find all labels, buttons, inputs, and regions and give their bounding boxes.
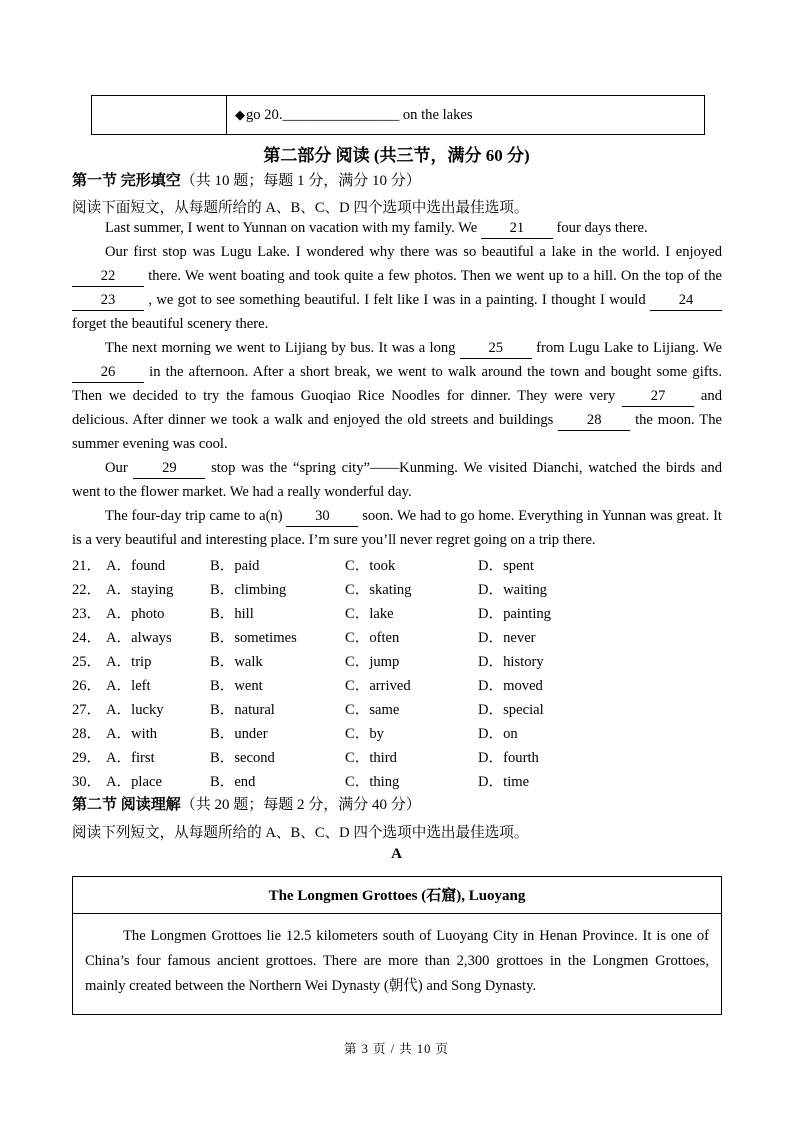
- reading-section-score: （共 20 题；每题 2 分，满分 40 分）: [180, 797, 421, 813]
- question-row-23: [72, 600, 732, 624]
- option-a-q26: A．left: [106, 677, 151, 694]
- option-c-q22: C．skating: [345, 581, 412, 598]
- option-d-q29: D．fourth: [478, 749, 539, 766]
- option-b-q23: B．hill: [210, 605, 254, 622]
- option-b-q30: B．end: [210, 773, 256, 790]
- option-b-q21: B．paid: [210, 557, 260, 574]
- option-d-q24: D．never: [478, 629, 536, 646]
- question-number: 24．: [72, 629, 102, 646]
- reading-section-title: 第二节 阅读理解: [72, 797, 181, 813]
- question-number: 29．: [72, 749, 102, 766]
- cloze-section-title: 第一节 完形填空: [72, 173, 181, 189]
- option-c-q25: C．jump: [345, 653, 400, 670]
- cloze-blank-22: 22: [72, 267, 144, 287]
- cloze-instructions: 阅读下面短文，从每题所给的 A、B、C、D 四个选项中选出最佳选项。: [72, 200, 529, 216]
- passage-label-a: A: [391, 846, 402, 862]
- question-number: 27．: [72, 701, 102, 718]
- option-d-q21: D．spent: [478, 557, 534, 574]
- cloze-blank-30: 30: [286, 507, 358, 527]
- passage-paragraph: The four-day trip came to a(n) 30 soon. We had to go home. Everything in Yunnan was great. It is a very beautiful and interesting place. I’m sure you’ll never regret going on a trip there.: [72, 508, 722, 548]
- question-number: 28．: [72, 725, 102, 742]
- passage-paragraph: Our first stop was Lugu Lake. I wondered why there was so beautiful a lake in the world. I enjoyed 22 there. We went boating and took quite a few photos. Then we went up to a hill. On the top of the 23 , we got to see something beautiful. I felt like I was in a painting. I thought I would 24 forget the beautiful scenery there.: [72, 244, 722, 332]
- cloze-section-heading: [72, 169, 421, 190]
- option-d-q27: D．special: [478, 701, 544, 718]
- question-row-21: [72, 552, 732, 576]
- part2-heading: 第二部分 阅读 (共三节，满分 60 分): [263, 146, 530, 165]
- question-number: 26．: [72, 677, 102, 694]
- option-d-q28: D．on: [478, 725, 518, 742]
- option-b-q27: B．natural: [210, 701, 275, 718]
- question-row-30: [72, 768, 732, 792]
- option-c-q29: C．third: [345, 749, 397, 766]
- option-c-q30: C．thing: [345, 773, 400, 790]
- cloze-blank-21: 21: [481, 219, 553, 239]
- notes-table-text: go 20.________________ on the lakes: [246, 106, 473, 123]
- option-a-q30: A．place: [106, 773, 162, 790]
- notes-table-cell-empty: [92, 96, 227, 134]
- option-a-q28: A．with: [106, 725, 158, 742]
- option-a-q21: A．found: [106, 557, 166, 574]
- option-a-q25: A．trip: [106, 653, 152, 670]
- option-b-q22: B．climbing: [210, 581, 287, 598]
- cloze-section-score: （共 10 题；每题 1 分，满分 10 分）: [180, 173, 421, 189]
- question-row-24: [72, 624, 732, 648]
- option-c-q26: C．arrived: [345, 677, 411, 694]
- question-row-29: [72, 744, 732, 768]
- option-d-q26: D．moved: [478, 677, 543, 694]
- cloze-blank-23: 23: [72, 291, 144, 311]
- option-d-q23: D．painting: [478, 605, 551, 622]
- passage-paragraph: The next morning we went to Lijiang by bus. It was a long 25 from Lugu Lake to Lijiang. We 26 in the afternoon. After a short break, we went to walk around the town and bought some gifts. Then we decided to try the famous Guoqiao Rice Noodles for dinner. They were very 27 and delicious. After dinner we took a walk and enjoyed the old streets and buildings 28 the moon. The summer evening was cool.: [72, 340, 722, 452]
- option-a-q27: A．lucky: [106, 701, 164, 718]
- notes-table: [91, 95, 705, 135]
- diamond-bullet-icon: ◆: [235, 107, 245, 123]
- cloze-blank-26: 26: [72, 363, 144, 383]
- cloze-blank-24: 24: [650, 291, 722, 311]
- option-a-q29: A．first: [106, 749, 155, 766]
- option-b-q29: B．second: [210, 749, 275, 766]
- option-b-q26: B．went: [210, 677, 263, 694]
- reading-box: [72, 876, 722, 1015]
- question-number: 22．: [72, 581, 102, 598]
- question-number: 23．: [72, 605, 102, 622]
- question-row-27: [72, 696, 732, 720]
- option-d-q30: D．time: [478, 773, 530, 790]
- question-row-26: [72, 672, 732, 696]
- question-row-28: [72, 720, 732, 744]
- cloze-passage: [72, 216, 722, 552]
- passage-paragraph: Our 29 stop was the “spring city”——Kunming. We visited Dianchi, watched the birds and went to the flower market. We had a really wonderful day.: [72, 460, 722, 500]
- question-number: 25．: [72, 653, 102, 670]
- notes-table-cell-content: [227, 96, 704, 134]
- option-a-q22: A．staying: [106, 581, 174, 598]
- page-footer: 第 3 页 / 共 10 页: [344, 1042, 449, 1056]
- option-c-q24: C．often: [345, 629, 400, 646]
- cloze-blank-29: 29: [133, 459, 205, 479]
- option-b-q24: B．sometimes: [210, 629, 297, 646]
- option-d-q22: D．waiting: [478, 581, 547, 598]
- reading-box-body: The Longmen Grottoes lie 12.5 kilometers south of Luoyang City in Henan Province. It is one of China’s four famous ancient grottoes. There are more than 2,300 grottoes in the Longmen Grottoes, mainly created between the Northern Wei Dynasty (朝代) and Song Dynasty.: [85, 928, 709, 994]
- cloze-questions: [72, 552, 732, 792]
- option-c-q23: C．lake: [345, 605, 394, 622]
- cloze-blank-25: 25: [460, 339, 532, 359]
- question-number: 30．: [72, 773, 102, 790]
- passage-paragraph: Last summer, I went to Yunnan on vacation with my family. We 21 four days there.: [72, 216, 722, 240]
- option-c-q28: C．by: [345, 725, 384, 742]
- option-a-q24: A．always: [106, 629, 172, 646]
- reading-box-title: The Longmen Grottoes (石窟), Luoyang: [73, 877, 721, 914]
- reading-section-heading: [72, 793, 421, 814]
- question-number: 21．: [72, 557, 102, 574]
- option-d-q25: D．history: [478, 653, 544, 670]
- cloze-blank-28: 28: [558, 411, 630, 431]
- option-c-q21: C．took: [345, 557, 396, 574]
- question-row-25: [72, 648, 732, 672]
- option-b-q25: B．walk: [210, 653, 263, 670]
- reading-instructions: 阅读下列短文，从每题所给的 A、B、C、D 四个选项中选出最佳选项。: [72, 825, 529, 841]
- question-row-22: [72, 576, 732, 600]
- option-b-q28: B．under: [210, 725, 268, 742]
- cloze-blank-27: 27: [622, 387, 694, 407]
- option-c-q27: C．same: [345, 701, 400, 718]
- option-a-q23: A．photo: [106, 605, 165, 622]
